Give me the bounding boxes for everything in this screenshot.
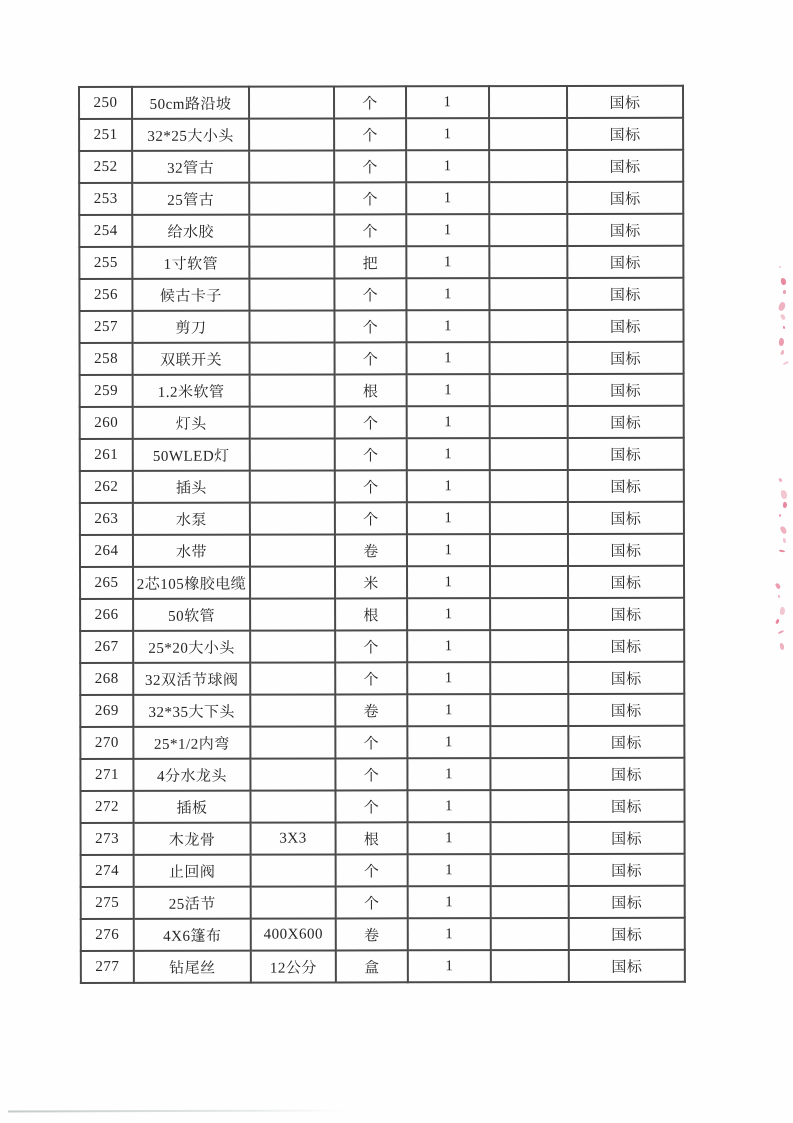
cell-standard: 国标 (569, 950, 685, 982)
cell-blank (490, 566, 568, 598)
table-row (79, 246, 683, 279)
table-row (80, 694, 684, 727)
cell-quantity: 1 (406, 278, 489, 310)
red-ink-mark (783, 538, 787, 543)
cell-unit: 个 (334, 278, 406, 310)
cell-item-number: 262 (80, 471, 133, 503)
cell-blank (489, 150, 567, 182)
cell-blank (490, 694, 568, 726)
cell-blank (489, 86, 567, 118)
cell-unit: 个 (334, 150, 406, 182)
cell-specification (250, 790, 335, 822)
cell-specification (251, 854, 336, 886)
cell-standard: 国标 (567, 214, 683, 246)
cell-quantity: 1 (407, 566, 490, 598)
table-row (80, 630, 684, 663)
cell-quantity: 1 (407, 502, 490, 534)
cell-item-number: 255 (79, 247, 132, 279)
cell-unit: 个 (335, 502, 407, 534)
cell-quantity: 1 (408, 854, 491, 886)
cell-specification (250, 438, 335, 470)
cell-specification (250, 694, 335, 726)
cell-item-name: 32管古 (132, 151, 249, 183)
cell-unit: 根 (335, 374, 407, 406)
cell-item-name: 水带 (133, 535, 250, 567)
cell-item-name: 插板 (133, 791, 250, 823)
cell-quantity: 1 (407, 342, 490, 374)
cell-item-number: 266 (80, 599, 133, 631)
cell-blank (489, 118, 567, 150)
cell-specification (249, 150, 334, 182)
cell-item-number: 267 (80, 631, 133, 663)
cell-item-number: 274 (81, 855, 134, 887)
cell-blank (490, 662, 568, 694)
cell-specification (250, 534, 335, 566)
cell-item-number: 263 (80, 503, 133, 535)
table-row (80, 470, 684, 503)
table-row (81, 918, 685, 951)
materials-table-body (79, 86, 685, 983)
cell-unit: 个 (334, 86, 406, 118)
cell-item-name: 给水胶 (132, 215, 249, 247)
cell-unit: 个 (336, 854, 408, 886)
cell-specification (249, 310, 334, 342)
cell-item-number: 252 (79, 151, 132, 183)
cell-specification (250, 726, 335, 758)
red-ink-mark (777, 301, 786, 312)
cell-standard: 国标 (569, 918, 685, 950)
cell-specification (249, 86, 334, 118)
cell-item-name: 50WLED灯 (133, 439, 250, 471)
red-ink-mark (775, 619, 780, 625)
cell-standard: 国标 (568, 630, 684, 662)
cell-unit: 个 (336, 886, 408, 918)
cell-blank (491, 854, 569, 886)
cell-item-name: 钻尾丝 (134, 951, 251, 983)
cell-unit: 个 (335, 790, 407, 822)
cell-quantity: 1 (407, 790, 490, 822)
red-ink-mark (780, 490, 787, 500)
materials-table (78, 85, 686, 984)
table-row (81, 854, 685, 887)
cell-item-number: 275 (81, 887, 134, 919)
cell-standard: 国标 (568, 470, 684, 502)
table-row (80, 758, 684, 791)
table-row (80, 374, 684, 407)
cell-specification (250, 758, 335, 790)
cell-item-number: 261 (80, 439, 133, 471)
cell-specification: 3X3 (251, 822, 336, 854)
cell-blank (490, 502, 568, 534)
cell-blank (489, 246, 567, 278)
scan-edge-line (8, 1110, 346, 1113)
cell-standard: 国标 (567, 246, 683, 278)
cell-item-name: 候古卡子 (132, 279, 249, 311)
red-ink-mark (780, 350, 785, 356)
red-ink-mark (778, 595, 780, 598)
cell-quantity: 1 (407, 470, 490, 502)
cell-standard: 国标 (567, 278, 683, 310)
cell-unit: 根 (336, 822, 408, 854)
table-row (80, 790, 684, 823)
table-row (80, 534, 684, 567)
cell-blank (490, 630, 568, 662)
cell-item-name: 1寸软管 (132, 247, 249, 279)
cell-item-number: 253 (79, 183, 132, 215)
table-row (79, 86, 683, 119)
cell-unit: 个 (334, 214, 406, 246)
cell-item-number: 258 (80, 343, 133, 375)
table-row (80, 662, 684, 695)
cell-unit: 盒 (336, 950, 408, 982)
cell-item-number: 270 (80, 727, 133, 759)
cell-specification (250, 598, 335, 630)
cell-item-number: 256 (79, 279, 132, 311)
red-ink-mark (780, 278, 786, 286)
table-row (80, 406, 684, 439)
cell-specification: 400X600 (251, 918, 336, 950)
red-ink-mark (783, 361, 789, 366)
cell-quantity: 1 (407, 374, 490, 406)
cell-item-name: 2芯105橡胶电缆 (133, 567, 250, 599)
cell-unit: 把 (334, 246, 406, 278)
cell-item-number: 260 (80, 407, 133, 439)
cell-blank (490, 470, 568, 502)
cell-standard: 国标 (569, 886, 685, 918)
cell-blank (490, 438, 568, 470)
cell-item-number: 251 (79, 119, 132, 151)
cell-unit: 卷 (336, 918, 408, 950)
cell-standard: 国标 (567, 118, 683, 150)
cell-item-number: 277 (81, 951, 134, 983)
cell-specification (250, 470, 335, 502)
cell-unit: 个 (335, 630, 407, 662)
cell-standard: 国标 (567, 182, 683, 214)
cell-blank (491, 950, 569, 982)
cell-blank (489, 310, 567, 342)
table-row (79, 118, 683, 151)
red-ink-mark (783, 502, 788, 509)
cell-quantity: 1 (406, 86, 489, 118)
table-row (79, 150, 683, 183)
cell-item-name: 水泵 (133, 503, 250, 535)
cell-blank (491, 918, 569, 950)
cell-specification (250, 662, 335, 694)
cell-unit: 个 (335, 470, 407, 502)
cell-item-name: 4分水龙头 (133, 759, 250, 791)
cell-item-name: 32*25大小头 (132, 119, 249, 151)
table-row (80, 566, 684, 599)
cell-blank (490, 342, 568, 374)
cell-quantity: 1 (408, 950, 491, 982)
cell-specification (249, 182, 334, 214)
cell-unit: 个 (335, 342, 407, 374)
cell-item-name: 1.2米软管 (133, 375, 250, 407)
cell-quantity: 1 (406, 310, 489, 342)
cell-blank (489, 182, 567, 214)
table-row (79, 214, 683, 247)
cell-standard: 国标 (568, 662, 684, 694)
cell-item-name: 插头 (133, 471, 250, 503)
cell-unit: 个 (335, 726, 407, 758)
red-ink-mark (775, 582, 781, 589)
cell-standard: 国标 (569, 822, 685, 854)
cell-item-number: 271 (80, 759, 133, 791)
red-ink-mark (783, 290, 787, 294)
cell-standard: 国标 (569, 854, 685, 886)
cell-standard: 国标 (568, 758, 684, 790)
cell-item-number: 273 (81, 823, 134, 855)
cell-specification (250, 502, 335, 534)
cell-specification (249, 246, 334, 278)
red-ink-mark (779, 643, 784, 651)
cell-unit: 个 (335, 406, 407, 438)
red-ink-mark (779, 525, 787, 534)
cell-standard: 国标 (568, 374, 684, 406)
cell-item-number: 250 (79, 87, 132, 119)
cell-item-name: 50cm路沿坡 (132, 87, 249, 119)
table-row (79, 310, 683, 343)
cell-quantity: 1 (406, 150, 489, 182)
cell-item-name: 50软管 (133, 599, 250, 631)
cell-quantity: 1 (407, 630, 490, 662)
cell-standard: 国标 (567, 150, 683, 182)
cell-blank (490, 406, 568, 438)
cell-unit: 卷 (335, 534, 407, 566)
cell-blank (490, 726, 568, 758)
cell-specification (250, 406, 335, 438)
cell-blank (489, 278, 567, 310)
cell-standard: 国标 (568, 534, 684, 566)
cell-quantity: 1 (408, 886, 491, 918)
cell-standard: 国标 (567, 86, 683, 118)
cell-standard: 国标 (568, 566, 684, 598)
cell-blank (490, 534, 568, 566)
cell-blank (490, 790, 568, 822)
cell-item-number: 268 (80, 663, 133, 695)
cell-unit: 个 (335, 758, 407, 790)
table-row (79, 182, 683, 215)
cell-item-number: 254 (79, 215, 132, 247)
cell-item-name: 双联开关 (133, 343, 250, 375)
cell-quantity: 1 (408, 822, 491, 854)
table-row (81, 886, 685, 919)
cell-standard: 国标 (567, 310, 683, 342)
cell-specification (250, 374, 335, 406)
cell-blank (490, 598, 568, 630)
cell-item-name: 32双活节球阀 (133, 663, 250, 695)
cell-quantity: 1 (407, 662, 490, 694)
cell-specification (251, 886, 336, 918)
cell-item-name: 25*20大小头 (133, 631, 250, 663)
cell-item-name: 木龙骨 (134, 823, 251, 855)
cell-specification (249, 118, 334, 150)
cell-item-number: 264 (80, 535, 133, 567)
table-row (80, 598, 684, 631)
cell-standard: 国标 (568, 790, 684, 822)
cell-unit: 个 (335, 438, 407, 470)
cell-quantity: 1 (407, 534, 490, 566)
table-row (80, 342, 684, 375)
cell-item-name: 25活节 (134, 887, 251, 919)
cell-item-number: 257 (79, 311, 132, 343)
cell-item-number: 272 (80, 791, 133, 823)
cell-standard: 国标 (568, 694, 684, 726)
red-ink-mark (779, 266, 782, 269)
red-ink-mark (779, 550, 785, 553)
cell-quantity: 1 (407, 406, 490, 438)
cell-blank (491, 886, 569, 918)
cell-specification (250, 566, 335, 598)
cell-blank (491, 822, 569, 854)
cell-quantity: 1 (407, 438, 490, 470)
cell-standard: 国标 (568, 438, 684, 470)
red-ink-mark (778, 478, 782, 483)
cell-standard: 国标 (568, 598, 684, 630)
cell-specification (249, 278, 334, 310)
cell-item-name: 4X6篷布 (134, 919, 251, 951)
table-row (81, 950, 685, 983)
table-row (81, 822, 685, 855)
cell-quantity: 1 (406, 214, 489, 246)
cell-unit: 个 (335, 662, 407, 694)
cell-quantity: 1 (407, 758, 490, 790)
cell-quantity: 1 (406, 182, 489, 214)
cell-item-name: 止回阀 (134, 855, 251, 887)
cell-item-name: 灯头 (133, 407, 250, 439)
cell-item-name: 25*1/2内弯 (133, 727, 250, 759)
table-row (80, 726, 684, 759)
cell-item-name: 25管古 (132, 183, 249, 215)
cell-standard: 国标 (568, 406, 684, 438)
red-ink-mark (778, 338, 784, 347)
cell-specification: 12公分 (251, 950, 336, 982)
cell-item-number: 265 (80, 567, 133, 599)
red-ink-mark (783, 326, 785, 329)
cell-quantity: 1 (407, 694, 490, 726)
cell-specification (249, 214, 334, 246)
red-ink-mark (780, 313, 786, 320)
table-row (80, 502, 684, 535)
cell-quantity: 1 (408, 918, 491, 950)
cell-specification (250, 630, 335, 662)
cell-specification (250, 342, 335, 374)
cell-unit: 个 (334, 182, 406, 214)
cell-standard: 国标 (568, 726, 684, 758)
cell-unit: 个 (334, 310, 406, 342)
table-row (80, 438, 684, 471)
cell-quantity: 1 (407, 598, 490, 630)
cell-item-name: 剪刀 (132, 311, 249, 343)
cell-item-name: 32*35大下头 (133, 695, 250, 727)
red-ink-mark (778, 630, 784, 635)
table-row (79, 278, 683, 311)
cell-blank (490, 374, 568, 406)
red-ink-mark (779, 607, 785, 616)
cell-blank (490, 758, 568, 790)
cell-quantity: 1 (407, 726, 490, 758)
cell-unit: 米 (335, 566, 407, 598)
cell-standard: 国标 (568, 342, 684, 374)
cell-unit: 根 (335, 598, 407, 630)
cell-item-number: 269 (80, 695, 133, 727)
cell-unit: 卷 (335, 694, 407, 726)
cell-standard: 国标 (568, 502, 684, 534)
cell-item-number: 259 (80, 375, 133, 407)
cell-item-number: 276 (81, 919, 134, 951)
red-ink-mark (778, 514, 781, 518)
cell-unit: 个 (334, 118, 406, 150)
cell-quantity: 1 (406, 118, 489, 150)
cell-blank (489, 214, 567, 246)
cell-quantity: 1 (406, 246, 489, 278)
